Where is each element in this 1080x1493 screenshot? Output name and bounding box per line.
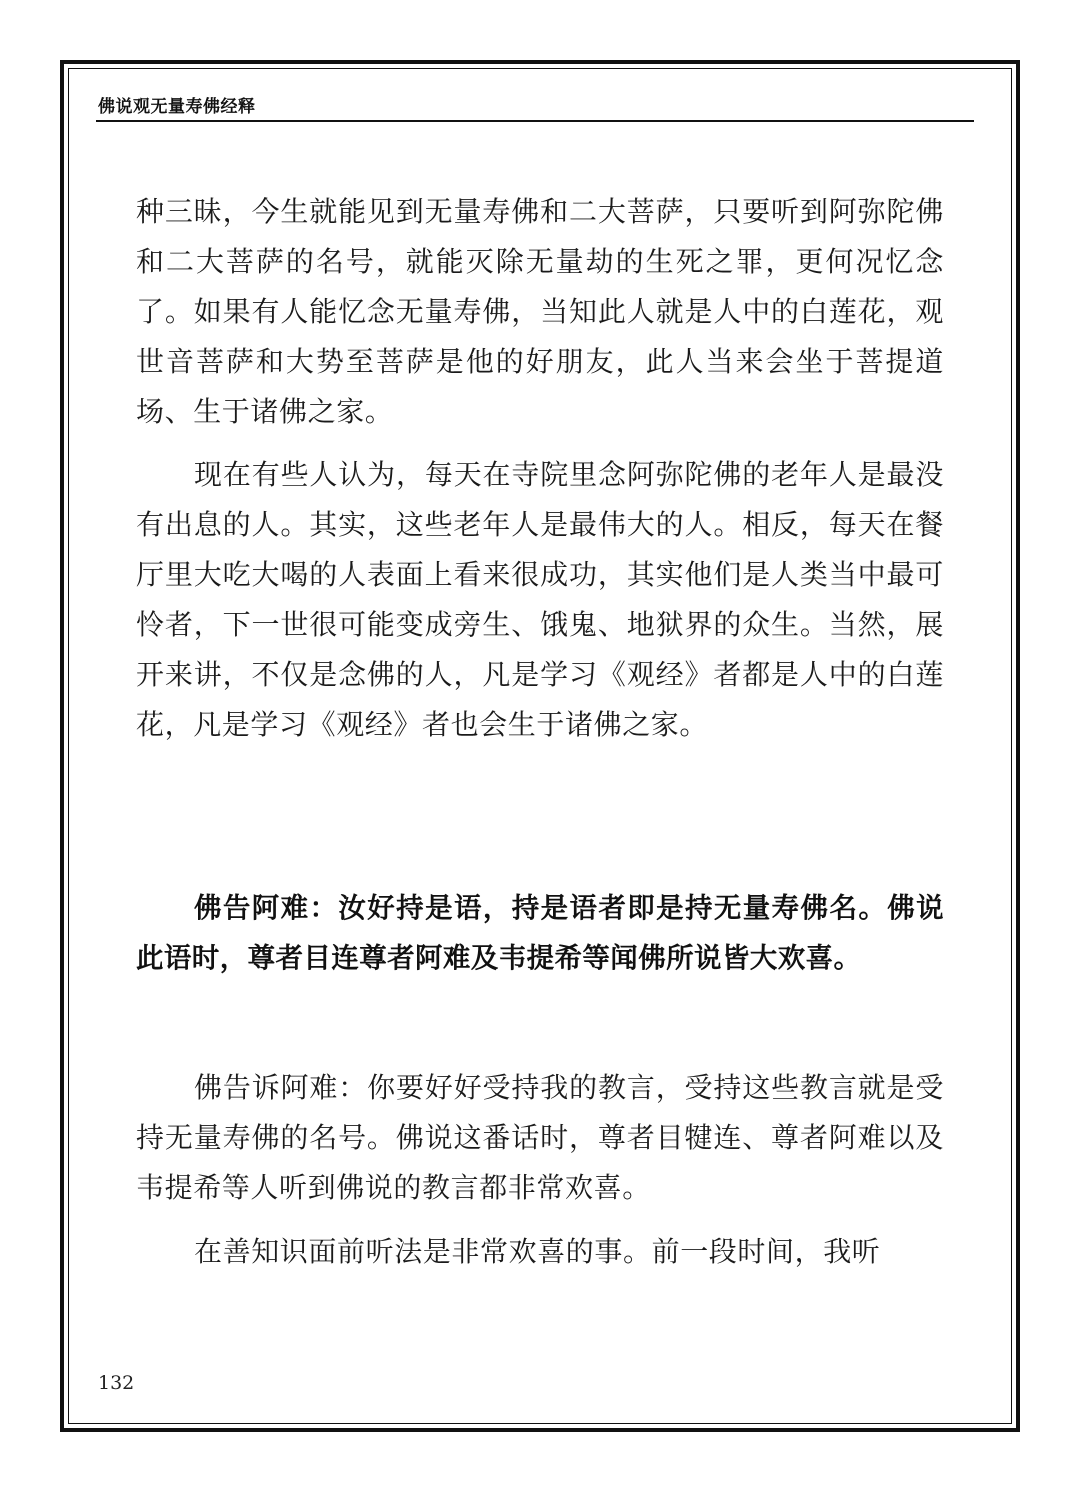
paragraph-commentary: 现在有些人认为，每天在寺院里念阿弥陀佛的老年人是最没有出息的人。其实，这些老年人是最伟大的人。相反，每天在餐厅里大吃大喝的人表面上看来很成功，其实他们是人类当中最可怜者，下一世很可能变成旁生、饿鬼、地狱界的众生。当然，展开来讲，不仅是念佛的人，凡是学习《观经》者都是人中的白莲花，凡是学习《观经》者也会生于诸佛之家。	[136, 458, 944, 741]
paragraph-next: 在善知识面前听法是非常欢喜的事。前一段时间，我听	[194, 1235, 881, 1268]
paragraph-translation: 佛告诉阿难：你要好好受持我的教言，受持这些教言就是受持无量寿佛的名号。佛说这番话时，尊者目犍连、尊者阿难以及韦提希等人听到佛说的教言都非常欢喜。	[136, 1071, 944, 1204]
sutra-quote-paragraph: 佛告阿难：汝好持是语，持是语者即是持无量寿佛名。佛说此语时，尊者目连尊者阿难及韦提希等闻佛所说皆大欢喜。	[136, 892, 944, 974]
paragraph-continued: 种三昧，今生就能见到无量寿佛和二大菩萨，只要听到阿弥陀佛和二大菩萨的名号，就能灭除无量劫的生死之罪，更何况忆念了。如果有人能忆念无量寿佛，当知此人就是人中的白莲花，观世音菩萨和大势至菩萨是他的好朋友，此人当来会坐于菩提道场、生于诸佛之家。	[136, 195, 944, 428]
page-number: 132	[98, 1372, 135, 1394]
running-header-title: 佛说观无量寿佛经释	[98, 97, 256, 117]
header-rule	[96, 120, 974, 122]
